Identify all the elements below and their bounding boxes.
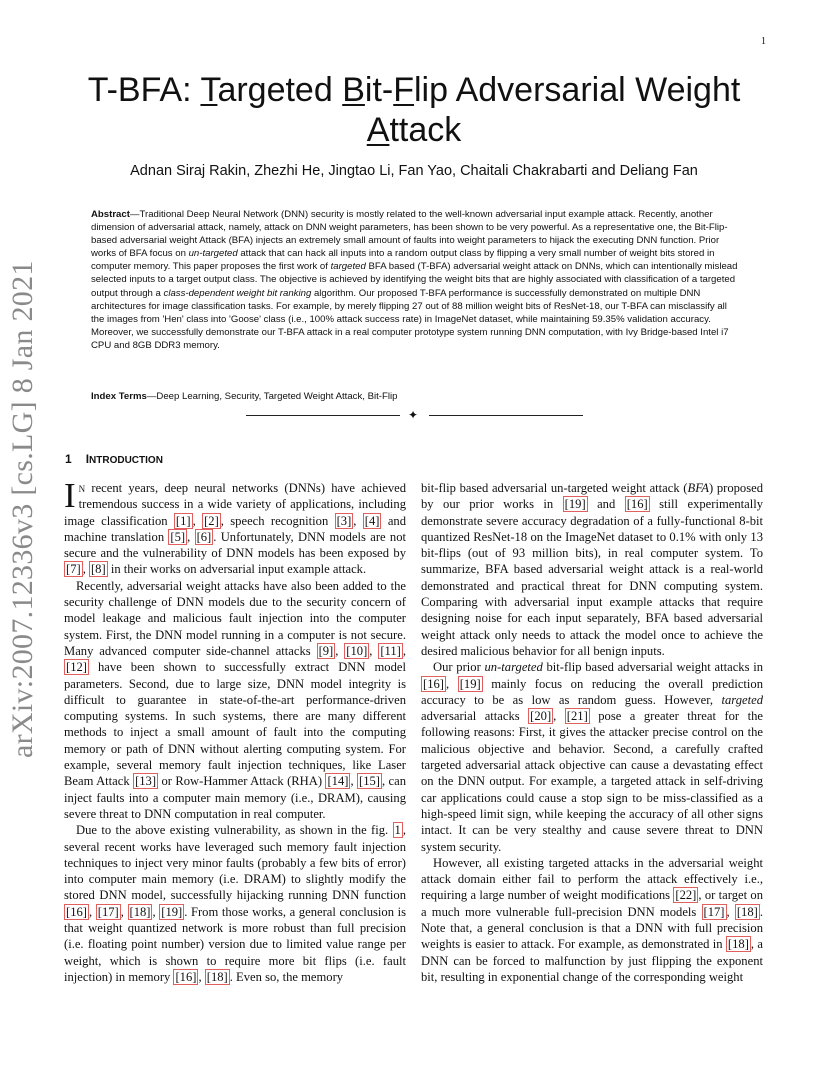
text: pose a greater threat for the following reasons: First, it gives the attacker precise control on the malicious objective and behavior. Second, a carefully crafted targeted adversarial attack objective can cause a devastating effect on the DNN output. For example, a targeted attack in self-driving car applications could cause a stop sign to be miss-classified as a high-speed limit sign, while keeping the accuracy of all other signs intact. It can be very stealthy and cause severe threat to DNN system security. xyxy=(421,709,763,854)
text: , xyxy=(353,513,363,528)
text: , xyxy=(726,904,735,919)
citation-link[interactable]: [7] xyxy=(66,562,81,577)
citation-link[interactable]: [14] xyxy=(327,774,349,789)
citation-link[interactable]: [20] xyxy=(530,709,552,724)
text: , xyxy=(335,643,345,658)
text: , xyxy=(120,904,128,919)
text: , xyxy=(198,969,205,984)
abstract-emphasis: targeted xyxy=(330,261,366,273)
emphasis: un-targeted xyxy=(484,660,543,675)
citation-link[interactable]: [18] xyxy=(129,904,151,919)
text: , xyxy=(88,904,96,919)
paragraph xyxy=(421,855,763,985)
separator-diamond-icon: ✦ xyxy=(408,408,419,422)
citation-link[interactable]: [18] xyxy=(727,937,749,952)
abstract-label: Abstract xyxy=(91,209,130,220)
text: bit-flip based adversarial un-targeted weight attack ( xyxy=(421,481,688,495)
separator-line-left xyxy=(246,415,400,416)
citation-link[interactable]: [18] xyxy=(736,904,758,919)
text: mainly focus on reducing the overall prediction accuracy to be as low as random guess. However, xyxy=(421,676,763,707)
paragraph xyxy=(421,480,763,659)
citation-link[interactable]: [13] xyxy=(135,774,157,789)
citation-link[interactable]: [16] xyxy=(175,969,197,984)
citation-link[interactable]: [5] xyxy=(170,529,186,544)
citation-link[interactable]: [1] xyxy=(175,513,191,528)
text: or Row-Hammer Attack (RHA) xyxy=(158,774,326,789)
text: have been shown to successfully extract DNN model parameters. Second, due to large size, DNN model integrity is difficult to guarantee in state-of-the-art performance-driven computing systems. In such systems, there are many different methods to inject a small amount of fault into the computing memory or path of DNN without alerting computing system. For example, several memory fault injection techniques, like Laser Beam Attack xyxy=(64,660,406,789)
index-terms-label: Index Terms xyxy=(91,391,147,402)
text: adversarial attacks xyxy=(421,709,529,724)
text: still experimentally demonstrate severe accuracy degradation of a fully-functional 8-bit quantized ResNet-18 on the ImageNet dataset to 0.1% with only 13 bit-flips (out of 93 million bits), in real computer system. To summarize, BFA based adversarial weight attack is a real-world demonstrated and practical threat for DNN computing system. Comparing with adversarial input example attacks that require designing noise for each input separately, BFA based adversarial weight attack only needs to attack the model once to achieve the desired malicious behavior for all benign inputs. xyxy=(421,497,764,658)
emphasis: targeted xyxy=(721,692,763,707)
citation-link[interactable]: [17] xyxy=(97,904,119,919)
text: , xyxy=(350,774,357,789)
abstract-text: attack that can hack all inputs into a random output class by flipping a very small number of weight bits stored in computer memory. This paper proposes the first work of xyxy=(91,248,715,273)
author-list: Adnan Siraj Rakin, Zhezhi He, Jingtao Li, Fan Yao, Chaitali Chakrabarti and Deliang Fan xyxy=(130,163,698,179)
text: . From those works, a general conclusion is that weight quantized network is more robust than full precision (i.e. floating point number) version due to limited value range per weight, which is shown to require more bit flips (i.e. fault injection) in memory xyxy=(64,904,407,984)
title-word-attack: ttack xyxy=(389,111,462,149)
abstract-text: BFA based (T-BFA) adversarial weight attack on DNNs, which can intentionally mislead selected inputs to a target output class. The objective is achieved by identifying the weight bits that are highly associated with classification of a targeted output through a xyxy=(91,261,738,299)
abstract-text: —Traditional Deep Neural Network (DNN) security is mostly related to the well-known adversarial input example attack. Recently, another dimension of adversarial attack, namely, attack on DNN weight parameters, has been shown to be very powerful. As a representative one, the Bit-Flip-based adversarial weight Attack (BFA) injects an extremely small amount of faults into weight parameters to hijack the executing DNN function. Prior works of BFA focus on xyxy=(91,209,728,260)
citation-link[interactable]: [16] xyxy=(423,676,444,691)
title-word-targeted: argeted xyxy=(217,71,343,109)
text: and machine translation xyxy=(64,513,406,544)
text: in their works on adversarial input example attack. xyxy=(107,562,367,577)
citation-link[interactable]: [10] xyxy=(346,643,368,658)
citation-link[interactable]: [19] xyxy=(161,904,183,919)
text: and xyxy=(587,497,625,512)
text: Our prior xyxy=(433,660,485,675)
abstract-emphasis: un-targeted xyxy=(188,248,238,260)
title-word-bit: it- xyxy=(364,71,394,109)
citation-link[interactable]: [22] xyxy=(675,888,697,903)
text: , xyxy=(402,643,406,658)
separator-line-right xyxy=(429,415,583,416)
left-column xyxy=(64,476,407,985)
text: ) proposed by our prior works in xyxy=(421,481,763,512)
figure-reference-link[interactable]: 1 xyxy=(394,823,401,838)
citation-link[interactable]: [8] xyxy=(90,562,106,577)
title-letter-b: B xyxy=(342,71,365,109)
paragraph xyxy=(421,659,763,855)
citation-link[interactable]: [16] xyxy=(66,904,87,919)
citation-link[interactable]: [3] xyxy=(336,513,352,528)
text: . Even so, the memory xyxy=(229,969,344,984)
section-separator xyxy=(246,408,583,422)
text: , xyxy=(82,562,89,577)
citation-link[interactable]: [4] xyxy=(364,513,380,528)
text: , xyxy=(445,676,458,691)
text: , xyxy=(553,709,565,724)
emphasis: BFA xyxy=(687,481,709,495)
citation-link[interactable]: [2] xyxy=(204,513,219,528)
citation-link[interactable]: [12] xyxy=(66,660,87,675)
paper-title xyxy=(80,70,748,150)
text: , xyxy=(152,904,160,919)
section-heading-introduction xyxy=(65,452,163,466)
text: . Unfortunately, DNN models are not secure and the vulnerability of DNN models has been exposed by xyxy=(64,529,406,561)
drop-cap: I xyxy=(64,476,76,515)
title-letter-a: A xyxy=(366,111,390,149)
text: Recently, adversarial weight attacks have also been added to the security challenge of DNN models due to the security concern of model leakage and malicious fault injection into the computer system. First, the DNN model running in a computer is not secure. Many advanced computer side-channel attacks xyxy=(64,578,406,658)
text: , xyxy=(192,513,203,528)
text: However, all existing targeted attacks in the adversarial weight attack domain either fail to perform the attack effectively i.e., requiring a large number of weight modifications xyxy=(421,855,763,903)
title-letter-t: T xyxy=(200,71,218,109)
text: , xyxy=(187,529,195,544)
citation-link[interactable]: [19] xyxy=(564,497,586,512)
text: , several recent works have leveraged such memory fault injection techniques to inject very minor faults (probably a few bits of error) into computer main memory (i.e. DRAM) to slightly modify the stored DNN model, successfully hijacking running DNN function xyxy=(64,823,406,903)
index-terms xyxy=(91,391,738,402)
paragraph xyxy=(64,476,406,578)
citation-link[interactable]: [6] xyxy=(196,529,212,544)
text: recent years, deep neural networks (DNNs) have achieved tremendous success in a wide variety of applications, including image classification xyxy=(64,481,406,528)
text: , speech recognition xyxy=(220,513,335,528)
text: , a DNN can be forced to malfunction by just flipping the exponent bit, resulting in exponential change of the corresponding weight xyxy=(421,937,763,984)
text: , or target on a much more vulnerable full-precision DNN models xyxy=(421,888,763,919)
abstract xyxy=(91,208,738,352)
right-column xyxy=(421,480,763,985)
citation-link[interactable]: [19] xyxy=(459,676,481,691)
text: , xyxy=(369,643,379,658)
citation-link[interactable]: [11] xyxy=(380,643,401,658)
lead-small-caps: n xyxy=(78,481,86,495)
text: , can inject faults into a computer main memory (i.e., DRAM), causing severe threat to DNN computation in real computer. xyxy=(64,774,407,821)
citation-link[interactable]: [17] xyxy=(703,904,725,919)
title-prefix: T-BFA: xyxy=(87,71,201,109)
citation-link[interactable]: [9] xyxy=(318,643,334,658)
citation-link[interactable]: [15] xyxy=(359,774,380,789)
section-title-rest: NTRODUCTION xyxy=(89,455,163,466)
citation-link[interactable]: [21] xyxy=(566,709,588,724)
text: Due to the above existing vulnerability, as shown in the fig. xyxy=(76,823,393,838)
citation-link[interactable]: [16] xyxy=(626,497,648,512)
citation-link[interactable]: [18] xyxy=(206,969,228,984)
text: bit-flip based adversarial weight attacks in xyxy=(542,660,763,675)
page-number: 1 xyxy=(761,36,766,47)
section-number: 1 xyxy=(65,452,72,466)
paragraph xyxy=(64,822,406,985)
abstract-text: algorithm. Our proposed T-BFA performance is successfully demonstrated on multiple DNN architectures for image classification tasks. For example, by merely flipping 27 out of 88 million weight bits of ResNet-18, our T-BFA can misclassify all the images from 'Hen' class into 'Goose' class (i.e., 100% attack success rate) in ImageNet dataset, while maintaining 59.35% validation accuracy. Moreover, we successfully demonstrate our T-BFA attack in a real computer prototype system running DNN computation, with Ivy Bridge-based Intel i7 CPU and 8GB DDR3 memory. xyxy=(91,287,729,351)
title-letter-f: F xyxy=(393,71,414,109)
paragraph xyxy=(64,578,406,822)
title-word-flip: lip Adversarial Weight xyxy=(414,71,741,109)
section-title-initial: I xyxy=(85,452,90,466)
text: . Note that, a general conclusion is that a DNN with full precision weights is easier to attack. For example, as demonstrated in xyxy=(421,904,763,952)
arxiv-identifier-stamp[interactable]: arXiv:2007.12336v3 [cs.LG] 8 Jan 2021 xyxy=(6,260,39,758)
abstract-emphasis: class-dependent weight bit ranking xyxy=(163,287,312,299)
index-terms-text: —Deep Learning, Security, Targeted Weight Attack, Bit-Flip xyxy=(146,391,398,402)
